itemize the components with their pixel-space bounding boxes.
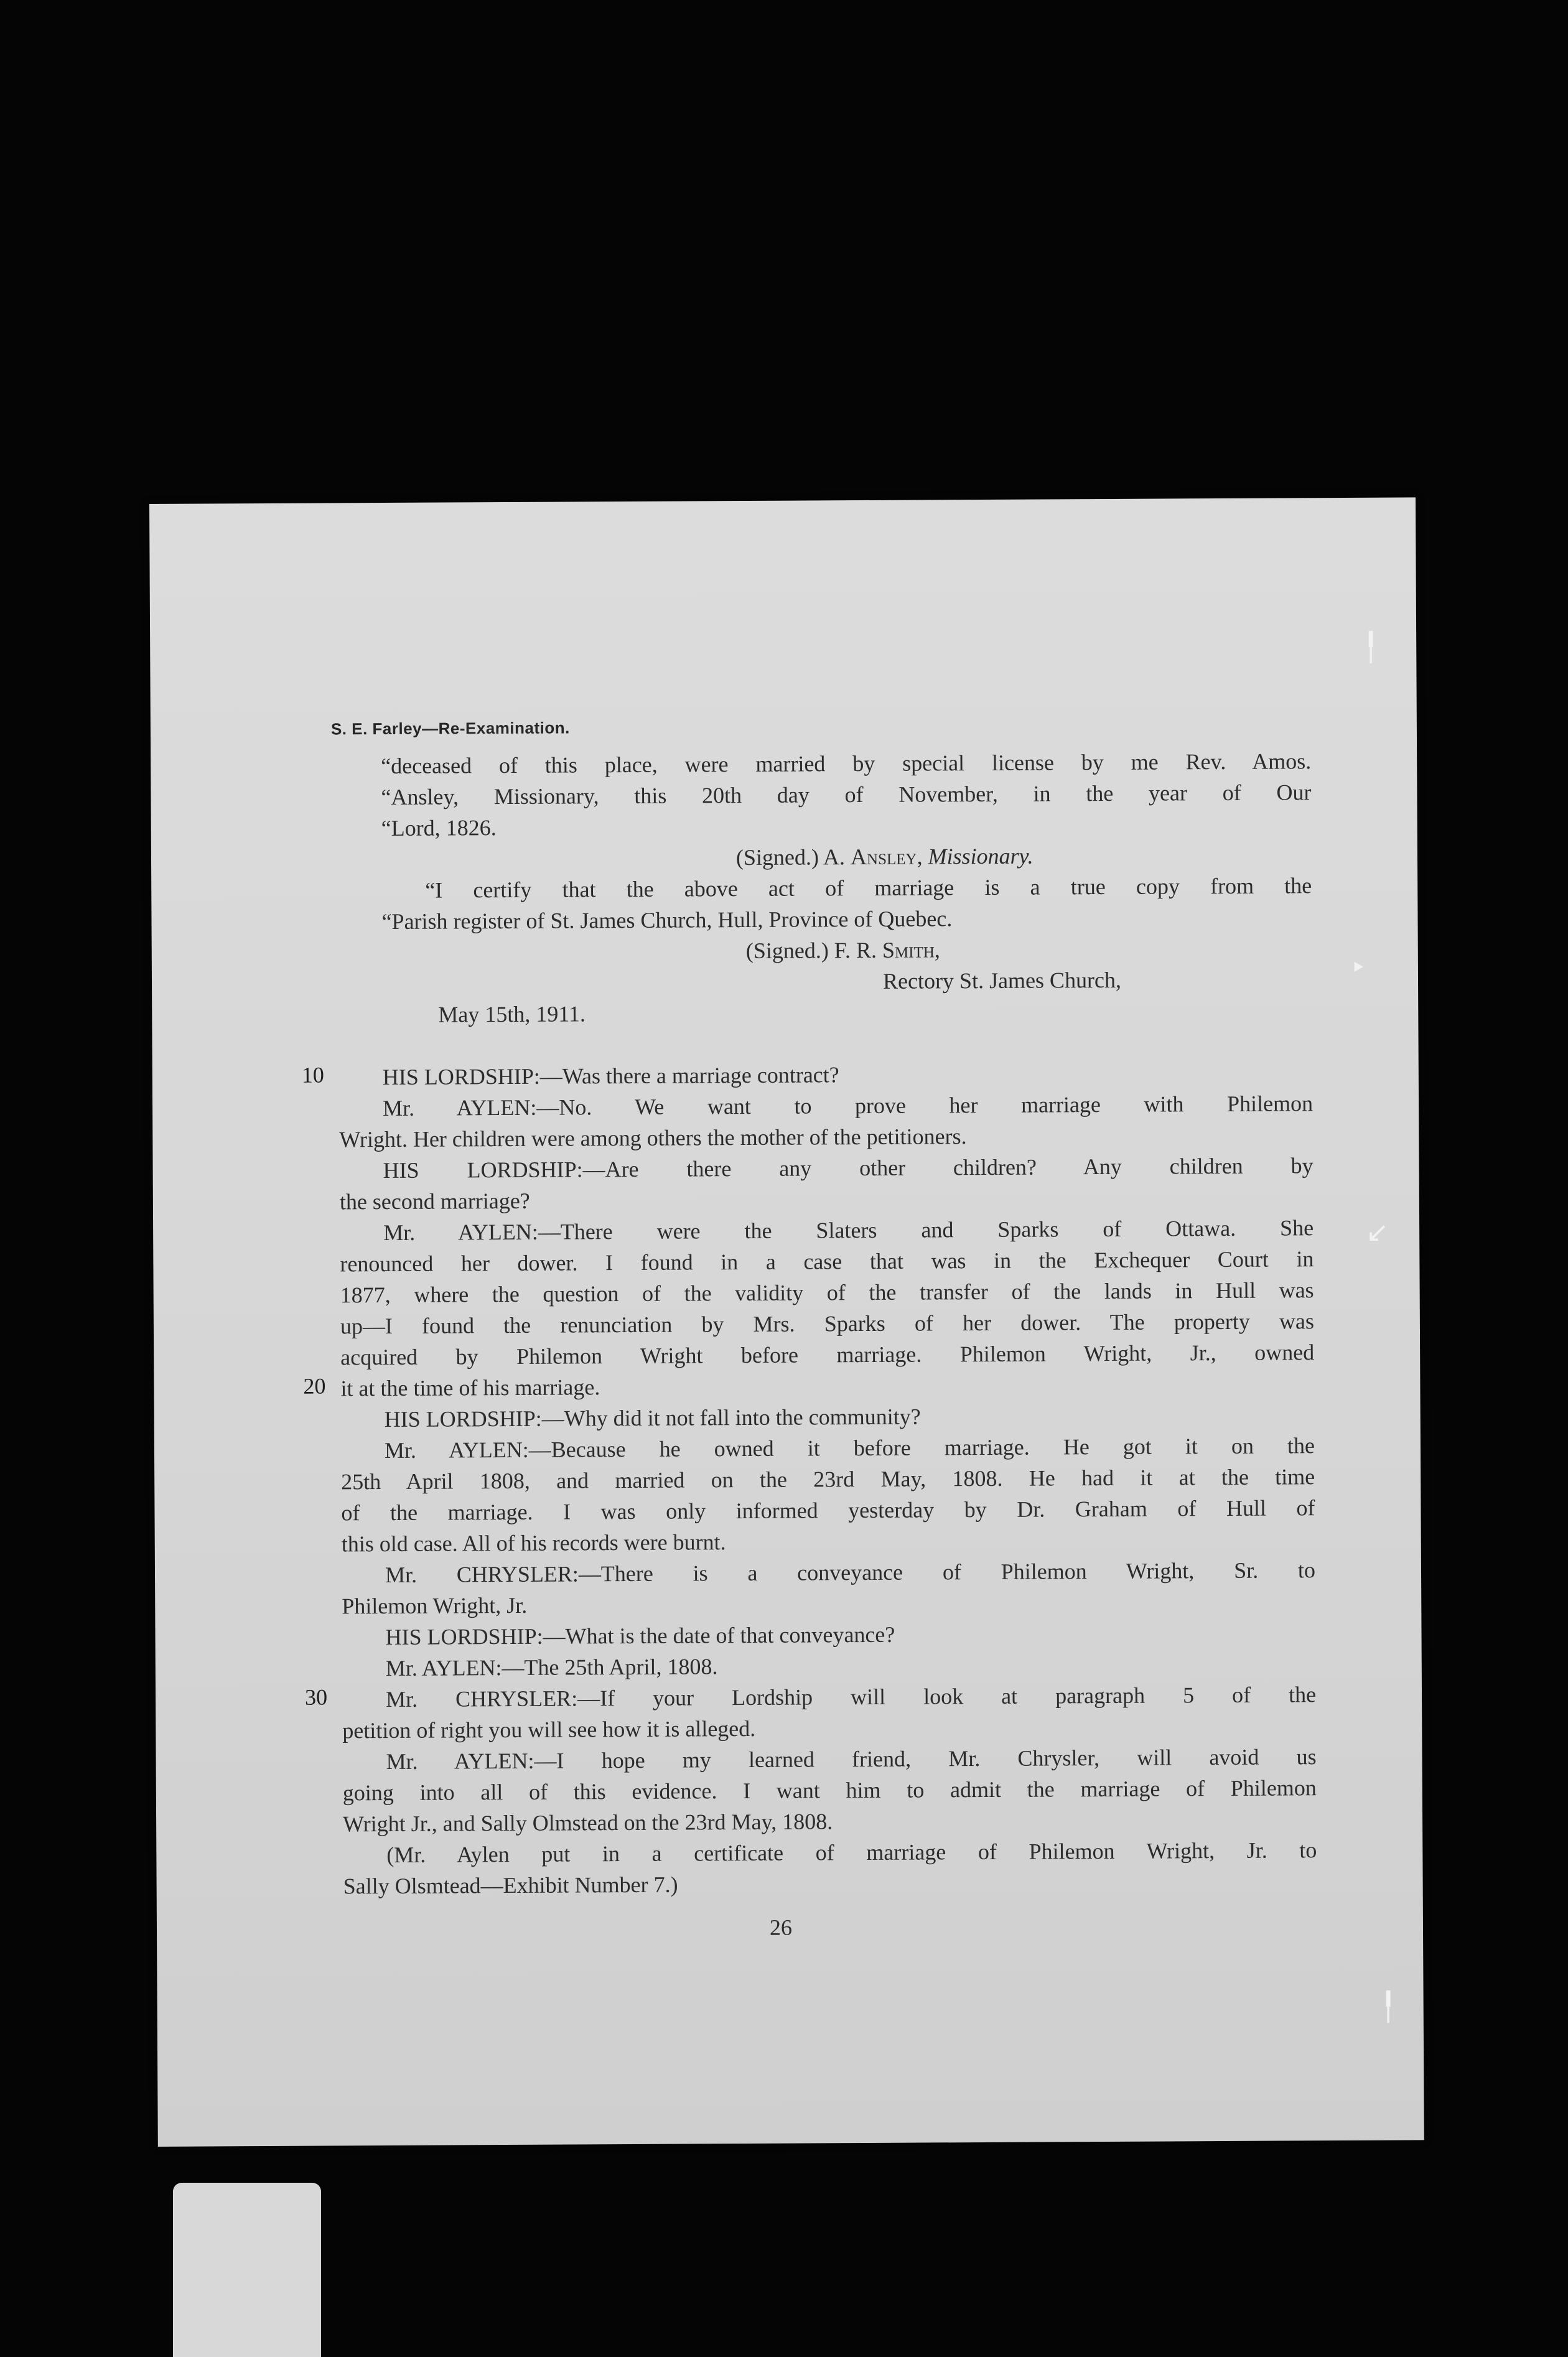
transcript-block <box>339 1057 1317 1902</box>
margin-line-number: 30 <box>304 1684 328 1710</box>
transcript-line: Mr. CHRYSLER:—If your Lordship will look at paragraph 5 of the <box>385 1682 1317 1712</box>
date-line: May 15th, 1911. <box>438 1001 586 1027</box>
document-page <box>149 497 1424 2147</box>
rectory-line: Rectory St. James Church, <box>882 967 1122 994</box>
film-tick-mark: ╿ <box>1380 1991 1397 2023</box>
signed-prefix: (Signed.) F. R. <box>745 937 883 963</box>
transcript-line: 1877, where the question of the validity of the transfer of the lands in Hull was <box>340 1277 1314 1308</box>
transcript-line: acquired by Philemon Wright before marriage. Philemon Wright, Jr., owned <box>340 1340 1315 1370</box>
transcript-line: Sally Olsmtead—Exhibit Number 7.) <box>343 1872 678 1899</box>
transcript-line: Mr. AYLEN:—I hope my learned friend, Mr. Chrysler, will avoid us <box>386 1744 1317 1775</box>
transcript-line: Mr. CHRYSLER:—There is a conveyance of Philemon Wright, Sr. to <box>385 1557 1316 1588</box>
signature-ansley: (Signed.) A. Ansley, Missionary. <box>735 843 1034 870</box>
margin-line-number: 10 <box>301 1062 324 1088</box>
certify-line: “Parish register of St. James Church, Hull, Province of Quebec. <box>381 906 953 935</box>
transcript-line: Mr. AYLEN:—There were the Slaters and Sparks of Ottawa. She <box>383 1215 1314 1246</box>
transcript-line: Philemon Wright, Jr. <box>342 1592 528 1619</box>
film-tick-mark: ‣ <box>1350 952 1366 984</box>
transcript-line: this old case. All of his records were burnt. <box>341 1529 726 1557</box>
transcript-line: up—I found the renunciation by Mrs. Sparks of her dower. The property was <box>340 1309 1315 1339</box>
quote-line: “Lord, 1826. <box>381 815 497 841</box>
signer-title: Missionary. <box>928 843 1034 869</box>
transcript-line: (Mr. Aylen put in a certificate of marriage of Philemon Wright, Jr. to <box>386 1837 1317 1868</box>
transcript-line: HIS LORDSHIP:—Was there a marriage contract? <box>382 1062 839 1090</box>
transcript-line: going into all of this evidence. I want him to admit the marriage of Philemon <box>342 1775 1317 1806</box>
quote-line: “Ansley, Missionary, this 20th day of November, in the year of Our <box>381 780 1312 810</box>
signer-name: Ansley <box>850 844 917 870</box>
transcript-line: 25th April 1808, and married on the 23rd May, 1808. He had it at the time <box>341 1464 1315 1495</box>
transcript-line: it at the time of his marriage. <box>340 1375 600 1401</box>
film-frame-stub <box>173 2183 321 2357</box>
transcript-line: Mr. AYLEN:—No. We want to prove her marriage with Philemon <box>382 1091 1314 1121</box>
film-tick-mark: ↙ <box>1366 1216 1389 1248</box>
certify-line: “I certify that the above act of marriage is a true copy from the <box>425 873 1312 903</box>
transcript-line: HIS LORDSHIP:—Are there any other children? Any children by <box>383 1153 1314 1183</box>
margin-line-number: 20 <box>303 1373 326 1399</box>
certify-block <box>338 870 1312 937</box>
transcript-line: petition of right you will see how it is alleged. <box>342 1715 756 1743</box>
film-tick-mark: ╿ <box>1363 632 1379 663</box>
transcript-line: renounced her dower. I found in a case that was in the Exchequer Court in <box>340 1246 1314 1277</box>
running-head: S. E. Farley—Re-Examination. <box>330 718 570 739</box>
page-number: 26 <box>769 1915 793 1940</box>
quote-line: “deceased of this place, were married by special license by me Rev. Amos. <box>381 749 1312 779</box>
transcript-line: HIS LORDSHIP:—What is the date of that conveyance? <box>385 1622 895 1650</box>
quote-block <box>337 745 1312 844</box>
signer-name: Smith, <box>882 937 940 963</box>
transcript-line: the second marriage? <box>339 1188 530 1215</box>
transcript-line: Wright Jr., and Sally Olmstead on the 23rd May, 1808. <box>343 1809 833 1837</box>
transcript-line: Wright. Her children were among others the mother of the petitioners. <box>339 1124 967 1152</box>
transcript-line: Mr. AYLEN:—Because he owned it before marriage. He got it on the <box>384 1433 1315 1463</box>
transcript-line: HIS LORDSHIP:—Why did it not fall into the community? <box>384 1404 921 1432</box>
transcript-line: Mr. AYLEN:—The 25th April, 1808. <box>385 1654 718 1681</box>
signature-smith <box>746 934 940 966</box>
transcript-line: of the marriage. I was only informed yesterday by Dr. Graham of Hull of <box>341 1495 1315 1526</box>
signed-prefix: (Signed.) A. <box>735 844 851 870</box>
